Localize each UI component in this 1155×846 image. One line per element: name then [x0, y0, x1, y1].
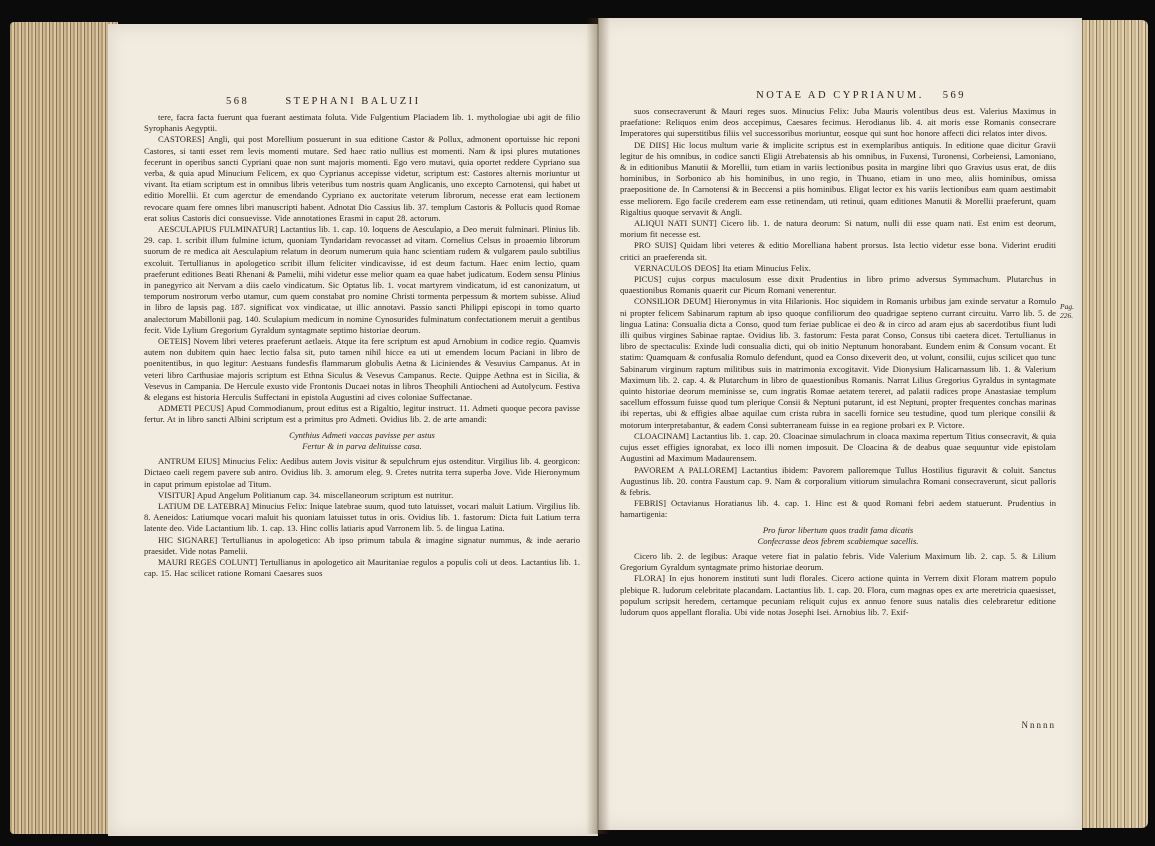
paragraph: PICUS] cujus corpus maculosum esse dixit Prudentius in libro primo adversus Symmachum. Plutarchus in quaestionibus Romanis quaerit cur Picum Romani venerentur.	[620, 274, 1056, 296]
paragraph: ADMETI PECUS] Apud Commodianum, prout editus est a Rigaltio, legitur instruct. 11. Admeti quoque pecora pavisse fertur. At in libro sancti Albini scriptum est a primitus pro Admeti. Ovidius lib. 2. de arte amandi:	[144, 403, 580, 425]
right-page	[598, 18, 1082, 830]
left-page	[108, 24, 598, 836]
margin-note: Pag. 226.	[1060, 302, 1074, 320]
running-head: STEPHANI BALUZII	[285, 96, 421, 107]
left-page-text	[144, 112, 580, 579]
paragraph: ALIQUI NATI SUNT] Cicero lib. 1. de natura deorum: Si natum, nulli dii esse quam nati. Est enim est deorum, morium fit necesse est.	[620, 218, 1056, 240]
signature-mark: Nnnnn	[1021, 720, 1056, 730]
verse-line: Pro furor libertum quos tradit fama dicatis	[762, 524, 914, 535]
book-gutter	[586, 18, 610, 834]
running-head: NOTAE AD CYPRIANUM.	[756, 90, 924, 101]
paragraph: FLORA] In ejus honorem instituti sunt ludi florales. Cicero actione quinta in Verrem dixit Floram matrem populo plebique R. ludorum celebritate placandam. Lactantius lib. 1. cap. 20. Flora, cum magnas opes ex arte meretricia quaesisset, populum scripsit heredem, certamque pecuniam reliquit cujus ex annuo fenore suus natalis dies celebraretur editione ludorum quos appellant floralia. Ubi vide notas Josephi Isei. Arnobius lib. 7. Exif-	[620, 573, 1056, 617]
paragraph: PAVOREM A PALLOREM] Lactantius ibidem: Pavorem palloremque Tullus Hostilius figuravit & coluit. Sanctus Augustinus lib. 20. contra Faustum cap. 9. Nam & corporalium vitiorum simulachra Romani consecraverunt, sicut palloris & febris.	[620, 464, 1056, 497]
paragraph: VERNACULOS DEOS] Ita etiam Minucius Felix.	[634, 262, 811, 273]
book-edge-left	[10, 22, 118, 834]
paragraph: tere, facra facta fuerunt qua fuerant aestimata foluta. Vide Fulgentium Placiadem lib. 1. mythologiae ubi agit de filio Syrophanis Aegyptii.	[144, 112, 580, 134]
paragraph: LATIUM DE LATEBRA] Minucius Felix: Inique latebrae suum, quod tuto latuisset, vocari maluit Latium. Virgilius lib. 8. Aeneidos: Latiumque vocari maluit his quoniam latuisset tutus in oris. Ovidius lib. 1. fastorum: Dicta fuit Latium terra latente deo. Vide Lactantium lib. 1. cap. 13. Hinc collis latiaris apud Varronem lib. 5. de lingua Latina.	[144, 500, 580, 534]
paragraph: FEBRIS] Octavianus Horatianus lib. 4. cap. 1. Hinc est & quod Romani febri aedem statuerunt. Prudentius in hamartigenia:	[620, 498, 1056, 520]
paragraph: MAURI REGES COLUNT] Tertullianus in apologetico ait Mauritaniae regulos a populis coli ut deos. Lactantius lib. 1. cap. 15. Hac scilicet ratione Romani Caesares suos	[144, 556, 580, 579]
page-number: 569	[942, 90, 966, 101]
paragraph: CONSILIOR DEUM] Hieronymus in vita Hilarionis. Hoc siquidem in Romanis urbibus jam exinde servatur a Romulo ni propter felicem Sabinarum raptum ab ipso quoque confiliorum deo quadrigae septeno currant circuitu. Varro lib. 5. de lingua Latina: Consualia dicta a Conso, quod tum feriae publicae ei deo & in circo ad aram ejus ab sacerdotibus fiunt ludi illi quibus virgines Sabinae raptae. Ovidius lib. 3. fastorum: Festa parat Conso, Consus tibi caetera dicet. Tertullianus in libro de spectaculis: Exinde ludi consualia dicti, qui ob initio Neptunum honorabant. Eundem enim & Consum vocant. Et statim: Quamquam & confusalia Romulo defendunt, quod ea Conso dixeverit deo, ut volunt, consilii, cujus scilicet quo tunc Sabinarum virginum raptum militibus suis in matrimonia excogitavit. Vide Dionysium Halicarnassum lib. 1. & Valerium Maximum lib. 2. cap. 4. & Plutarchum in libro de quaestionibus Romanis. Narrat Lilius Gregorius Gyraldus in syntagmate quinto historiae deorum meminisse se, cum ingratis Romae aetatem tereret, ad palatii radices prope Anastasiae templum sacellum effossum fuisse quod tum plerique Consii & Neptuni putarunt, id est Neptuni, propter frequentes conchas marinas ibi repertas, ubi & effigies albae aquilae cum crista rubra in sacelli fornice seu testudine, quod tum plerique consilii & motorum interpretabantur, & eadem Consi subterraneam fuisse in ea regione probari ex P. Victore.	[620, 296, 1056, 430]
paragraph: ANTRUM EIUS] Minucius Felix: Aedibus autem Jovis visitur & sepulchrum ejus ostenditur. Virgilius lib. 4. georgicon: Dictaeo caeli regem pavere sub antro. Ovidius lib. 3. amorum eleg. 9. Cretes nutrita terra superba Jove. Vide Hieronymum in caput primum epistolae ad Titum.	[144, 456, 580, 489]
right-page-text	[620, 106, 1056, 618]
paragraph: OETEIS] Novem libri veteres praeferunt aetlaeis. Atque ita fere scriptum est apud Arnobium in codice regio. Quamvis autem non dubitem quin haec lectio falsa sit, puto tamen nihil hicce ea uti ut emendem locum Paciani in libro de poenitentibus, in quo legitur: Aestuans fundesfis flammarum globulis Aetna & Liciniendes & Vesuvius Campanus. At in veteri libro Carthusiae majoris scriptum est Ethna Siculus & Vesevus Campanus. Recte. Quippe Aethna est in Sicilia, & Vesevus in Campania. De Hercule exusto vide Frontonis Ducaei notas in libros Theophili Antiocheni ad Autolycum. Festiva & elegans est historia Herculis Suffectani in epistola Augustini ad cives coloniae Suffectanae.	[144, 336, 580, 403]
paragraph: HIC SIGNARE] Tertullianus in apologetico: Ab ipso primum tabula & imagine signatur nummus, & inde aerario praesidet. Vide notas Pamelii.	[144, 534, 580, 556]
verse-line: Fertur & in parva delituisse casa.	[302, 440, 422, 451]
right-page-header	[598, 90, 1082, 104]
verse-quote	[620, 525, 1056, 547]
page-number: 568	[226, 96, 250, 107]
verse-line: Cynthius Admeti vaccas pavisse per astus	[289, 429, 435, 440]
left-page-header	[108, 96, 598, 110]
paragraph: Cicero lib. 2. de legibus: Araque vetere fiat in palatio febris. Vide Valerium Maximum lib. 2. cap. 5. & Lilium Gregorium Gyraldum syntagmate primo historiae deorum.	[620, 550, 1056, 573]
book-edge-right	[1078, 20, 1148, 828]
paragraph: CLOACINAM] Lactantius lib. 1. cap. 20. Cloacinae simulachrum in cloaca maxima repertum Titius consecravit, & quia cujus esset effigies ignorabat, ex loco illi nomen imposuit. De Cloacina & de deabus quae sequuntur vide epistolam Augustini ad Maximum Madaurensem.	[620, 430, 1056, 464]
paragraph: CASTORES] Angli, qui post Morellium posuerunt in sua editione Castor & Pollux, admonent oportuisse hic reponi Castores, si tanti esset rem levis momenti mutare. Sed haec ratio nullius est momenti. Nam & ipsi plures mutationes fecerunt in operibus sancti Cypriani quae non sunt majoris momenti. Ego vero mutavi, quia oportet reddere Cypriano sua verba, & quia apud Minucium Felicem, ex quo Cyprianus accepisse videtur, scriptum est: Castores alternis moriuntur ut vivant. Ita etiam scriptum est in omnibus libris veteribus tum nostris quam Anglicanis, uno excepto Carnotensi, qui habet ut editio Morellii. Et cum agerctur de emendando Cypriano ex auctoritate veterum librorum, necesse erat eam lectionem revocare quam fere omnes libri manuscripti habent. Adnotat Dio Cassius lib. 37. templum Castoris & Pollucis quod Romae erat solius Castoris dici consuevisse. Vide annotationes Erasmi in caput 28. actorum.	[144, 134, 580, 223]
verse-quote	[144, 430, 580, 452]
paragraph: DE DIIS] Hic locus multum varie & implicite scriptus est in exemplaribus antiquis. In editione quae dicitur Gravii legitur de his omnibus, in codice sancti Eligii Atrebatensis ab his omnibus, in Fuxensi, Turonensi, Corbeiensi, Lamoniano, & in editionibus Manutii & Morellii, tum etiam in variis lectionibus posita in margine libri quo Gravius usus erat, de diis hominibus, in Sorbonico ab his hominibus, in uno regio, in Thuano, etiam in uno meo, aliis hominibus, omissa praepositione de. In Carnotensi & in Beccensi a piis hominibus. Eligat lector ex his variis lectionibus eam quam aestimabit esse meliorem. Ego facile crederem eam esse retinendam, uti retinui, quam editiones Manutii & Morellii praeferunt, quam Rigaltius quoque servavit & Angli.	[620, 139, 1056, 217]
verse-line: Confecrasse deos febrem scabiemque sacellis.	[757, 535, 919, 546]
paragraph: suos consecraverunt & Mauri reges suos. Minucius Felix: Juba Mauris volentibus deus est. Valerius Maximus in praefatione: Reliquos enim deos accepimus, Caesares fecimus. Herodianus lib. 4. ait moris esse Romanis consecrare Imperatores qui superstitibus filiis vel successoribus moriuntur, eosque qui sunt hoc honore affecti dici relatos inter divos.	[620, 106, 1056, 139]
paragraph: PRO SUIS] Quidam libri veteres & editio Morelliana habent prorsus. Ista lectio videtur esse bona. Viderint eruditi critici an praeferenda sit.	[620, 240, 1056, 262]
paragraph: AESCULAPIUS FULMINATUR] Lactantius lib. 1. cap. 10. loquens de Aesculapio, a Deo meruit fulminari. Plinius lib. 29. cap. 1. scribit illum fulmine ictum, quoniam Tyndaridam revocasset ad vitam. Cornelius Celsus in proaemio librorum suorum de re medica ait Aesculapium relatum in deorum numerum quia hanc scientiam rudem & vulgarem paulo subtilius excoluit. Tertullianus in apologetico scribit illum feliciter vindicavisse, id est deum factum. Haec enim lectio, quam praeferunt editiones Beati Rhenani & Pamelii, mihi videtur esse melior quam ea quae habet judicatum. Eodem sensu Plinius in panegyrico ait Nervam a diis caelo vindicatum. Sic Optatus lib. 1. vocat martyrem vindicatum, id est canonizatum, ut temporum nostrorum verbo utamur, cum quem constabat pro nomine Christi tormenta perpessum & mortem subisse. Aliud in libro de lapsis pag. 187. significat vox vindicatae, ut illic annotavi. Passio sancti Philippi episcopi in tomo quarto analectorum Mabillonii pag. 140. Sculapium medicum in nomine Cynosurides fulminatum confectationem meruit a gentibus fecit. Vide Lylium Gregorium Gyraldum syntagmate septimo historiae deorum.	[144, 224, 580, 335]
paragraph: VISITUR] Apud Angelum Politianum cap. 34. miscellaneorum scriptum est nutritur.	[158, 489, 454, 500]
